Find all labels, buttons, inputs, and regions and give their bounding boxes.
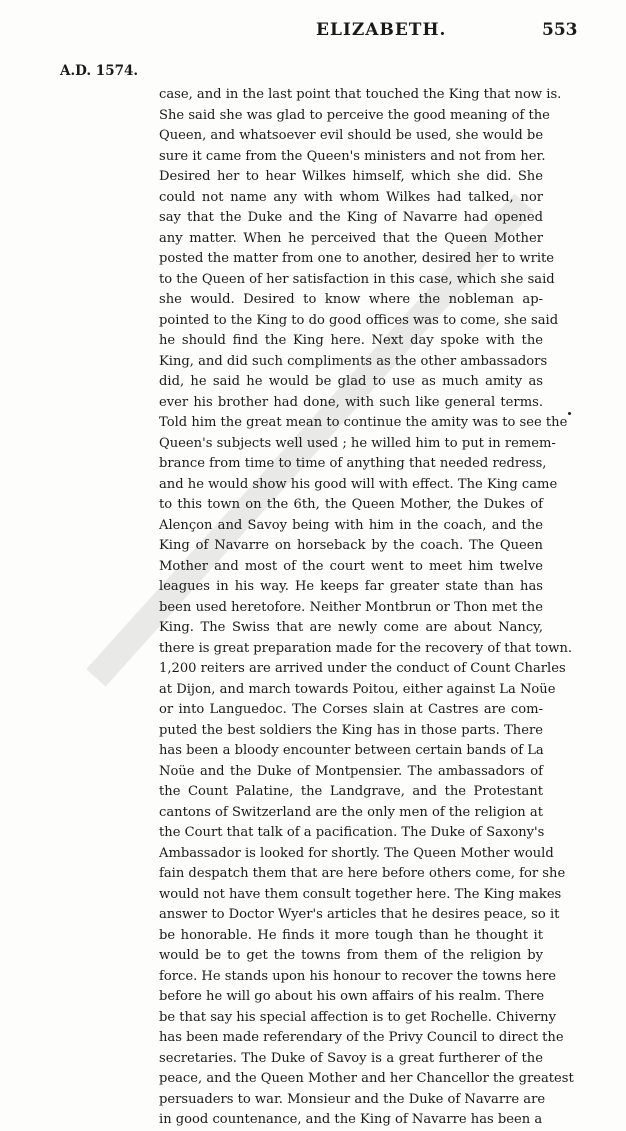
page-number: 553	[542, 20, 578, 40]
text-line: to this town on the 6th, the Queen Mother, the Dukes of	[159, 497, 543, 512]
body-text	[159, 85, 574, 1131]
text-line: Ambassador is looked for shortly. The Queen Mother would	[159, 845, 554, 861]
text-line: the Count Palatine, the Landgrave, and the Protestant	[159, 784, 543, 799]
text-line: puted the best soldiers the King has in those parts. There	[159, 722, 543, 738]
text-line: in good countenance, and the King of Navarre has been a	[159, 1112, 543, 1127]
text-line: she would. Desired to know where the nobleman ap-	[159, 292, 543, 307]
text-line: fain despatch them that are here before others come, for she	[159, 866, 566, 881]
stray-mark	[568, 412, 571, 415]
text-line: persuaders to war. Monsieur and the Duke of Navarre are	[159, 1091, 546, 1107]
text-line: has been made referendary of the Privy Council to direct the	[159, 1030, 564, 1045]
text-line: brance from time to time of anything that needed redress,	[159, 456, 547, 471]
text-line: case, and in the last point that touched the King that now is.	[159, 87, 562, 102]
text-line: did, he said he would be glad to use as much amity as	[159, 374, 543, 389]
text-line: Mother and most of the court went to meet him twelve	[159, 558, 543, 574]
text-line: the Court that talk of a pacification. The Duke of Saxony's	[159, 825, 545, 840]
text-line: cantons of Switzerland are the only men of the religion at	[159, 804, 543, 820]
text-line: She said she was glad to perceive the good meaning of the	[159, 107, 550, 123]
text-line: to the Queen of her satisfaction in this case, which she said	[159, 271, 555, 287]
text-line: ever his brother had done, with such like general terms.	[159, 394, 543, 410]
text-line: Told him the great mean to continue the amity was to see the	[159, 415, 568, 430]
text-line: answer to Doctor Wyer's articles that he desires peace, so it	[159, 907, 560, 922]
text-line: Queen's subjects well used ; he willed him to put in remem-	[159, 435, 556, 451]
text-line: be honorable. He finds it more tough than he thought it	[159, 927, 543, 943]
text-line: any matter. When he perceived that the Queen Mother	[159, 230, 543, 246]
text-line: there is great preparation made for the recovery of that town.	[159, 640, 573, 656]
text-line: could not name any with whom Wilkes had talked, nor	[159, 189, 543, 205]
text-line: and he would show his good will with effect. The King came	[159, 476, 558, 492]
text-line: leagues in his way. He keeps far greater state than has	[159, 579, 543, 594]
text-line: would be to get the towns from them of the religion by	[159, 948, 543, 963]
text-line: be that say his special affection is to get Rochelle. Chiverny	[159, 1009, 556, 1025]
margin-date: A.D. 1574.	[60, 63, 139, 79]
text-line: King of Navarre on horseback by the coach. The Queen	[159, 538, 543, 553]
text-line: secretaries. The Duke of Savoy is a great furtherer of the	[159, 1050, 543, 1066]
text-line: at Dijon, and march towards Poitou, either against La Noüe	[159, 681, 556, 697]
text-line: say that the Duke and the King of Navarre had opened	[159, 210, 543, 225]
text-line: force. He stands upon his honour to recover the towns here	[159, 968, 557, 984]
text-line: 1,200 reiters are arrived under the conduct of Count Charles	[159, 661, 566, 676]
text-line: King. The Swiss that are newly come are about Nancy,	[159, 620, 543, 635]
text-line: he should find the King here. Next day spoke with the	[159, 333, 543, 348]
text-line: sure it came from the Queen's ministers and not from her.	[159, 148, 546, 164]
text-line: Desired her to hear Wilkes himself, which she did. She	[159, 169, 543, 184]
text-line: Alençon and Savoy being with him in the coach, and the	[159, 517, 543, 533]
text-line: posted the matter from one to another, desired her to write	[159, 251, 555, 266]
text-line: would not have them consult together here. The King makes	[159, 886, 562, 902]
text-line: King, and did such compliments as the other ambassadors	[159, 353, 548, 369]
text-line: or into Languedoc. The Corses slain at Castres are com-	[159, 702, 543, 717]
text-line: peace, and the Queen Mother and her Chancellor the greatest	[159, 1071, 574, 1086]
text-line: been used heretofore. Neither Montbrun or Thon met the	[159, 599, 543, 615]
text-line: pointed to the King to do good offices was to come, she said	[159, 312, 559, 328]
running-head-title: ELIZABETH.	[316, 20, 447, 40]
text-line: before he will go about his own affairs of his realm. There	[159, 989, 545, 1004]
text-line: has been a bloody encounter between certain bands of La	[159, 743, 544, 758]
text-line: Queen, and whatsoever evil should be used, she would be	[159, 128, 544, 143]
text-line: Noüe and the Duke of Montpensier. The ambassadors of	[159, 763, 543, 779]
